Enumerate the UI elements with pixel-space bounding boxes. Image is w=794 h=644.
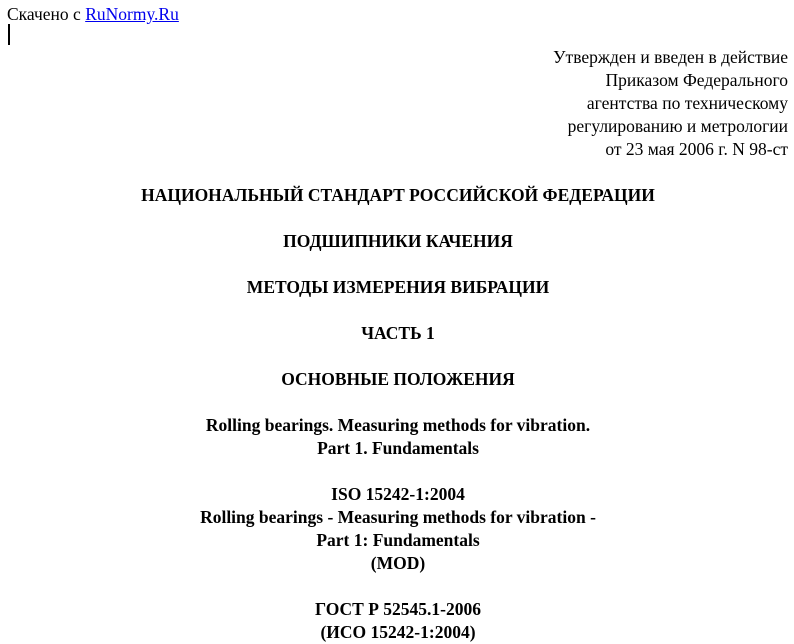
title-heading-2: МЕТОДЫ ИЗМЕРЕНИЯ ВИБРАЦИИ: [246, 277, 550, 297]
runormy-link[interactable]: RuNormy.Ru: [85, 4, 179, 24]
source-prefix: Скачено с: [7, 4, 86, 24]
gost-designation-line: (ИСО 15242-1:2004): [320, 622, 476, 642]
standard-type-heading: НАЦИОНАЛЬНЫЙ СТАНДАРТ РОССИЙСКОЙ ФЕДЕРАЦИИ: [141, 185, 655, 205]
approval-line: регулированию и метрологии: [567, 116, 788, 136]
english-title-line: Part 1. Fundamentals: [317, 438, 479, 458]
part-heading: ЧАСТЬ 1: [361, 323, 435, 343]
iso-reference-line: Rolling bearings - Measuring methods for vibration -: [200, 507, 596, 527]
approval-line: Приказом Федерального: [605, 70, 788, 90]
title-heading: ПОДШИПНИКИ КАЧЕНИЯ: [283, 231, 513, 251]
source-line: [7, 3, 179, 26]
text-cursor: [8, 24, 10, 45]
iso-reference-line: Part 1: Fundamentals: [316, 530, 480, 550]
approval-line: от 23 мая 2006 г. N 98-ст: [605, 139, 788, 159]
iso-reference-line: (MOD): [370, 553, 426, 573]
gost-designation-line: ГОСТ Р 52545.1-2006: [315, 599, 481, 619]
subtitle-heading: ОСНОВНЫЕ ПОЛОЖЕНИЯ: [281, 369, 515, 389]
iso-reference-line: ISO 15242-1:2004: [331, 484, 465, 504]
english-title-line: Rolling bearings. Measuring methods for vibration.: [205, 415, 591, 435]
approval-block: [553, 46, 788, 161]
approval-line: агентства по техническому: [586, 93, 788, 113]
approval-line: Утвержден и введен в действие: [553, 47, 788, 67]
